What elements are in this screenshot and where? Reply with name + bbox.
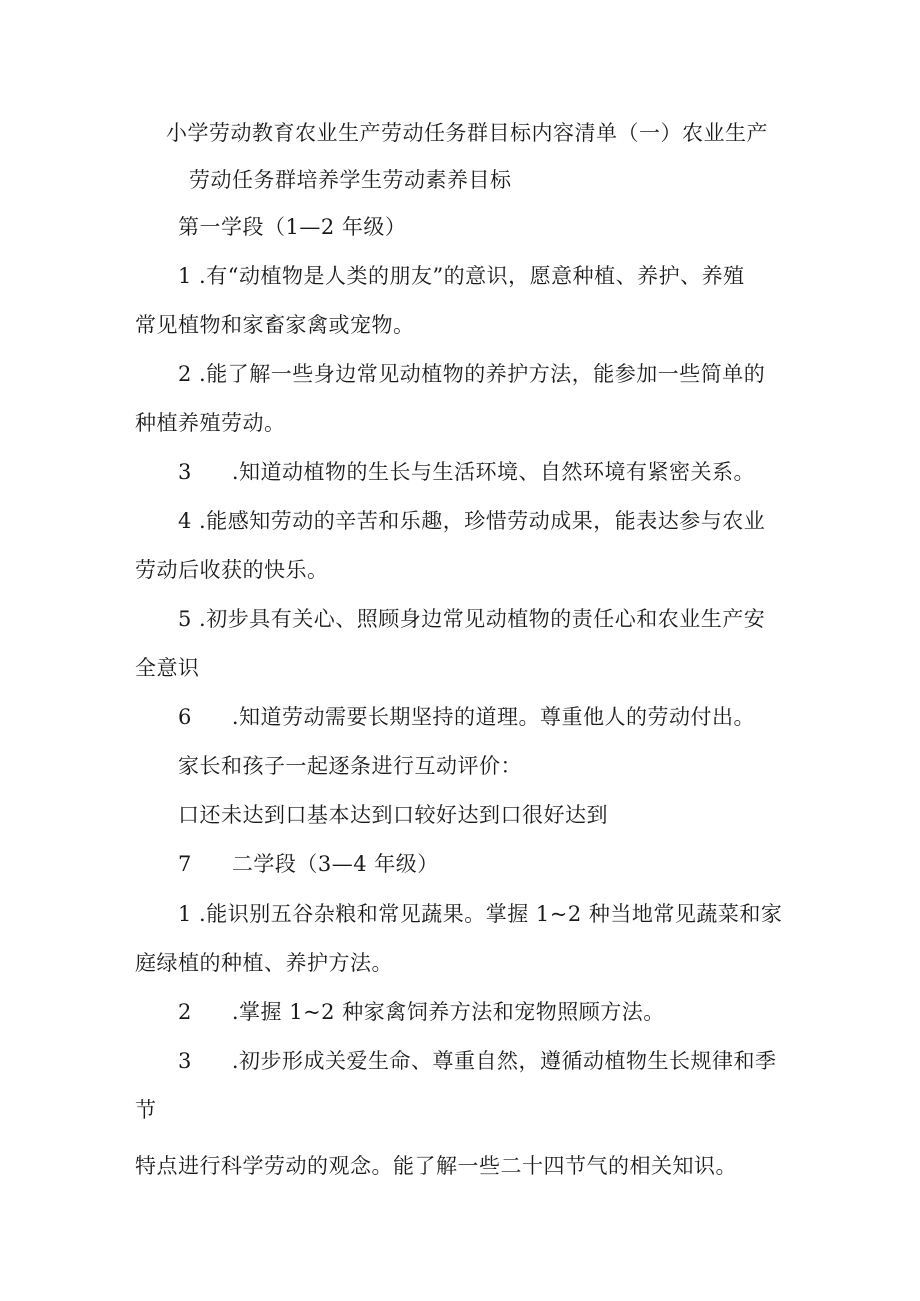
- evaluation-options: 口还未达到口基本达到口较好达到口很好达到: [178, 803, 608, 827]
- stage-2-item-3-line-2: 节: [135, 1098, 157, 1122]
- stage-2-item-1-line-2: 庭绿植的种植、养护方法。: [135, 951, 393, 975]
- item-number: 7: [178, 852, 192, 876]
- document-title-line-1: 小学劳动教育农业生产劳动任务群目标内容清单（一）农业生产: [166, 121, 768, 145]
- stage-1-item-2-line-2: 种植养殖劳动。: [135, 411, 286, 435]
- stage-1-item-2-line-1: 2 .能了解一些身边常见动植物的养护方法，能参加一些简单的: [178, 362, 766, 386]
- item-text: .初步形成关爱生命、尊重自然，遵循动植物生长规律和季: [231, 1049, 777, 1073]
- stage-1-item-1-line-2: 常见植物和家畜家禽或宠物。: [135, 313, 415, 337]
- item-number: 2: [178, 1000, 192, 1024]
- stage-2-heading: [178, 849, 439, 879]
- stage-1-item-1-line-1: 1 .有“动植物是人类的朋友”的意识，愿意种植、养护、养殖: [178, 264, 745, 288]
- item-text: .知道劳动需要长期坚持的道理。尊重他人的劳动付出。: [231, 705, 756, 729]
- stage-2-item-3-line-1: [178, 1046, 777, 1076]
- item-text: .掌握 1~2 种家禽饲养方法和宠物照顾方法。: [231, 1000, 665, 1024]
- stage-2-item-1-line-1: 1 .能识别五谷杂粮和常见蔬果。掌握 1~2 种当地常见蔬菜和家: [178, 902, 783, 926]
- stage-1-item-4-line-2: 劳动后收获的快乐。: [135, 558, 329, 582]
- item-number: 3: [178, 1049, 192, 1073]
- stage-2-item-2: [178, 997, 665, 1027]
- stage-1-item-5-line-1: 5 .初步具有关心、照顾身边常见动植物的责任心和农业生产安: [178, 607, 766, 631]
- stage-1-item-3: [178, 457, 755, 487]
- document-title-line-2: 劳动任务群培养学生劳动素养目标: [189, 168, 512, 192]
- stage-1-item-6: [178, 702, 755, 732]
- stage-2-item-3-line-3: 特点进行科学劳动的观念。能了解一些二十四节气的相关知识。: [135, 1154, 737, 1178]
- stage-1-item-5-line-2: 全意识: [135, 656, 200, 680]
- evaluation-prompt: 家长和孩子一起逐条进行互动评价：: [178, 754, 522, 778]
- item-number: 3: [178, 460, 192, 484]
- item-text: .知道动植物的生长与生活环境、自然环境有紧密关系。: [231, 460, 756, 484]
- item-text: 二学段（3—4 年级）: [231, 852, 439, 876]
- item-number: 6: [178, 705, 192, 729]
- stage-1-item-4-line-1: 4 .能感知劳动的辛苦和乐趣，珍惜劳动成果，能表达参与农业: [178, 509, 766, 533]
- stage-1-heading: 第一学段（1—2 年级）: [178, 215, 407, 239]
